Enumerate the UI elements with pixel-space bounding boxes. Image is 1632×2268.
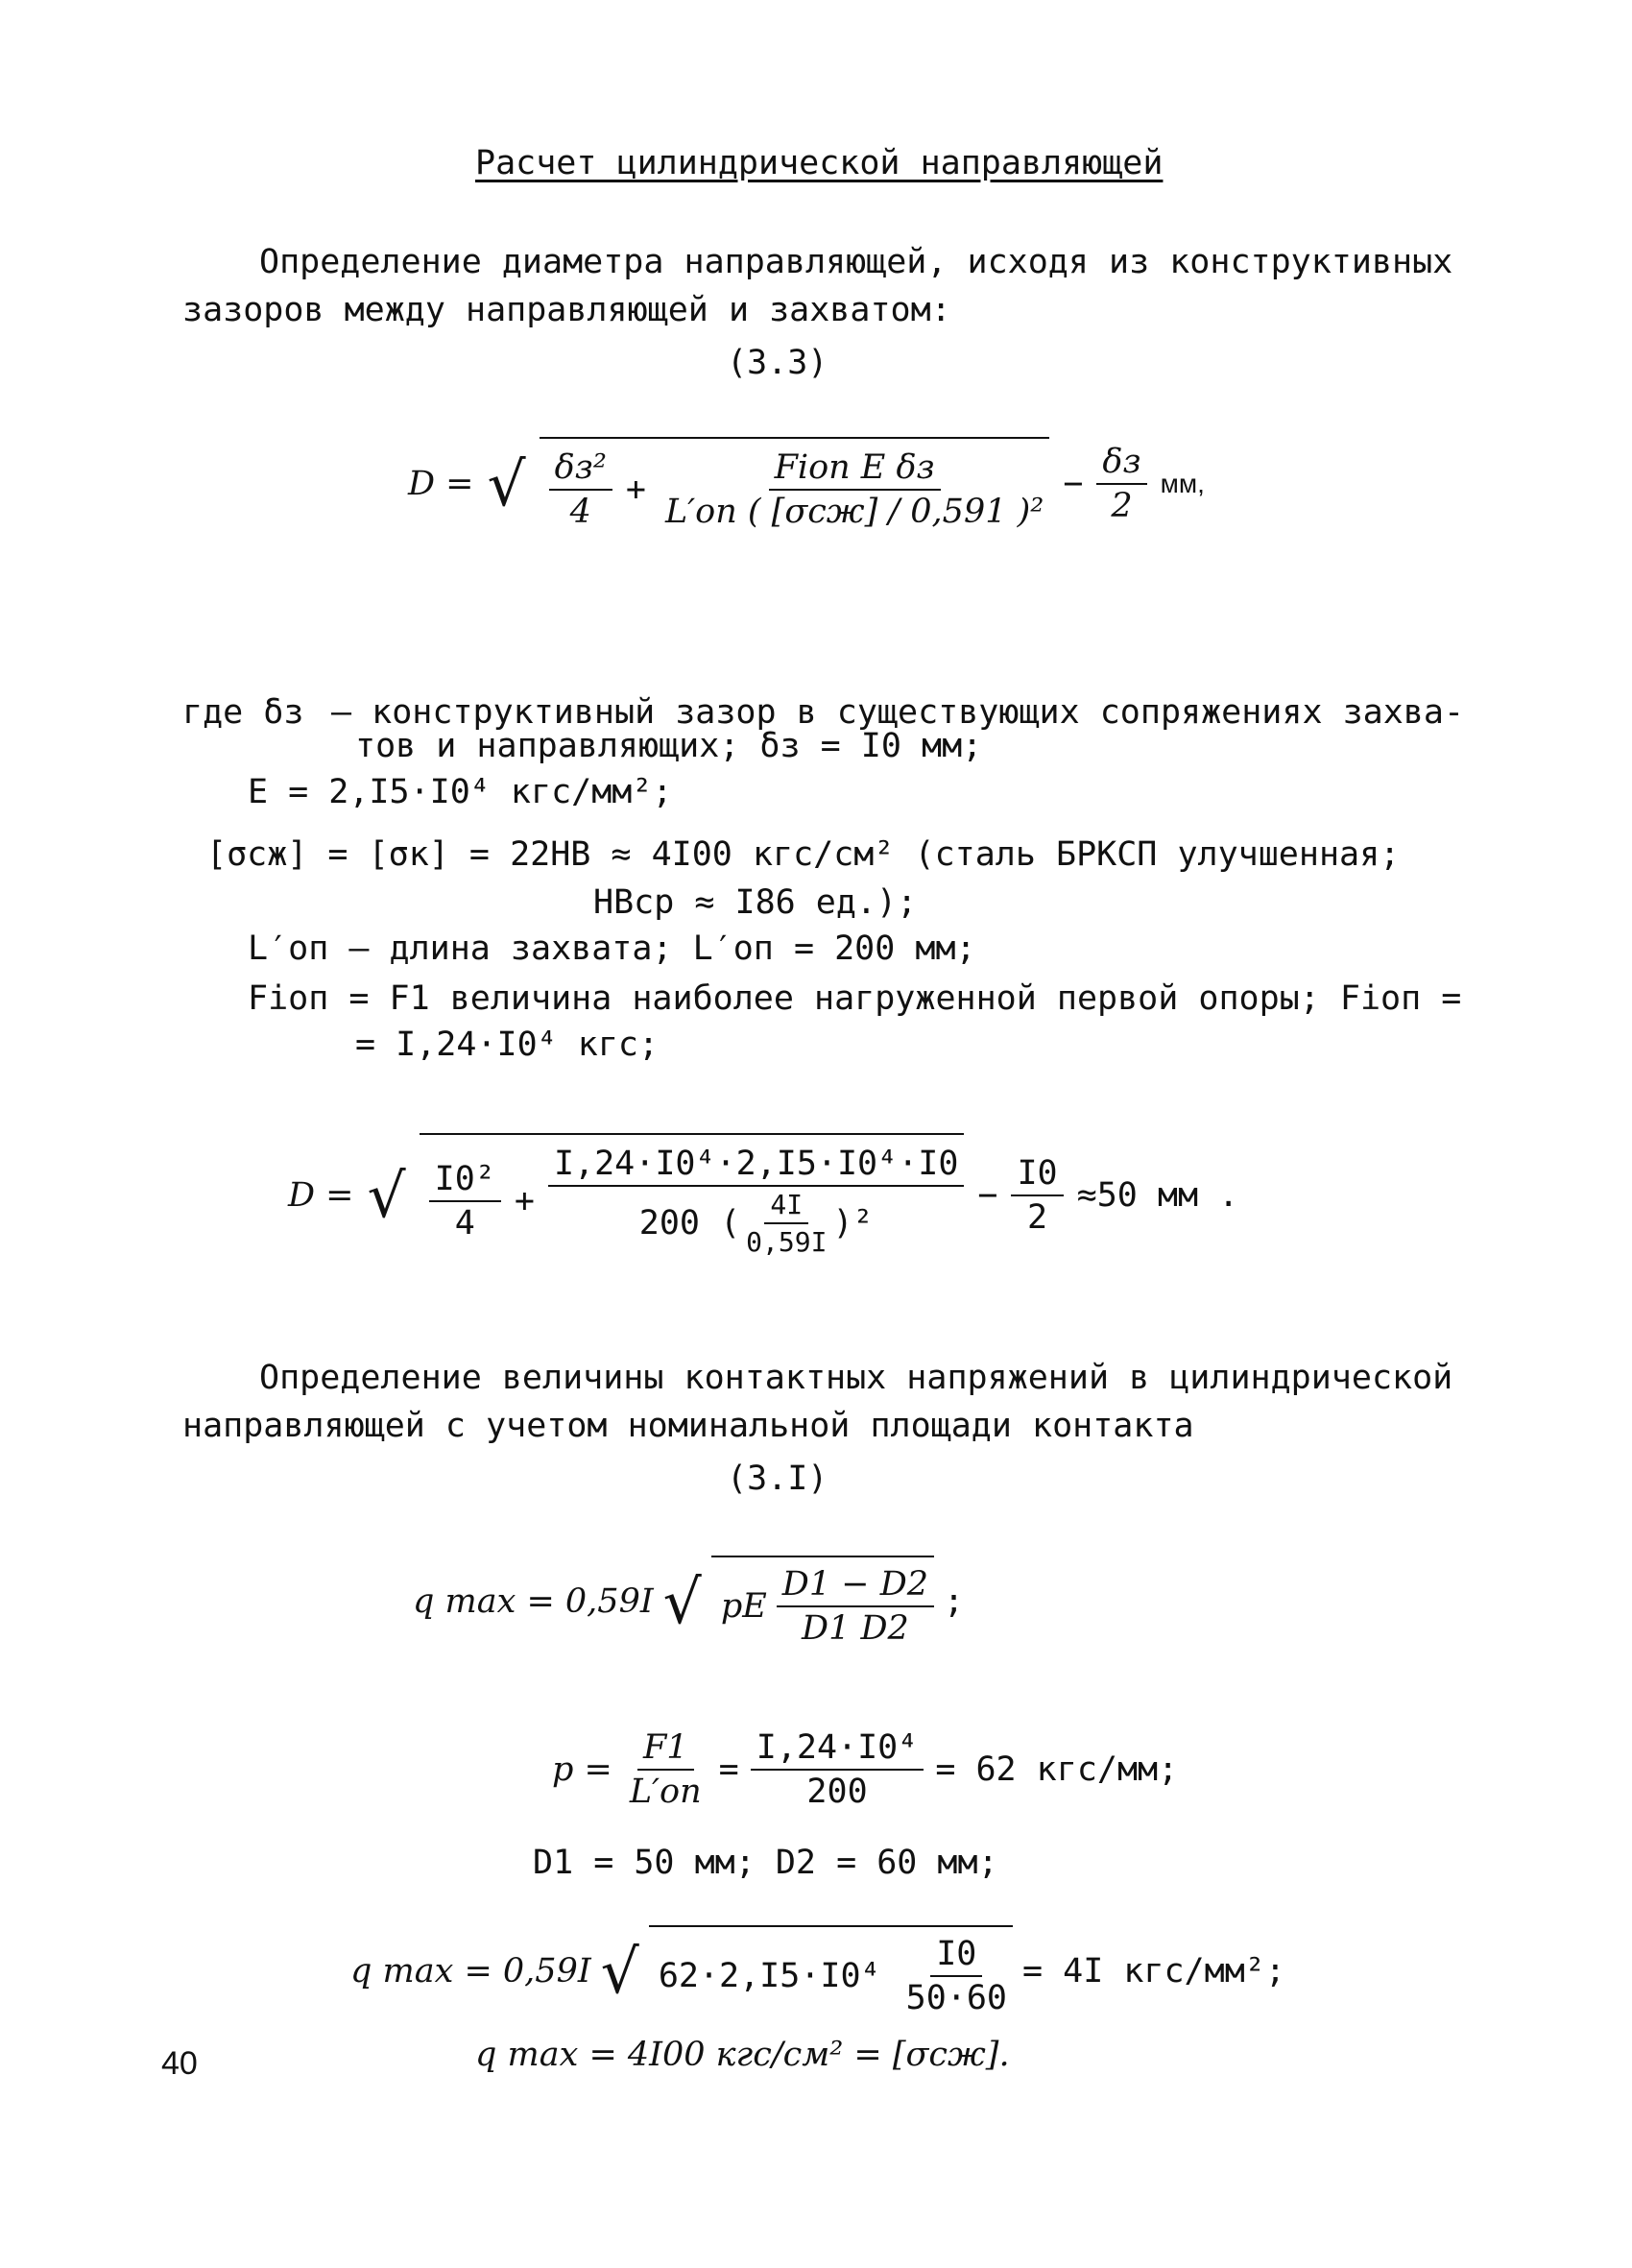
def-stress: [σсж] = [σк] = 22HB ≈ 4I00 кгс/см² (сталь БРКСП улучшенная; bbox=[206, 835, 1401, 874]
eq2-term2: I,24·I0⁴·2,I5·I0⁴·I0 200 ( $\frac{4I}{0,59I}$ )² bbox=[548, 1145, 964, 1258]
def-grip-length: L′оп – длина захвата; L′оп = 200 мм; bbox=[248, 929, 976, 968]
equation-number-3-3: (3.3) bbox=[727, 344, 828, 382]
radical-sign: √ bbox=[487, 448, 526, 519]
equation-contact-stress-numeric bbox=[350, 1925, 1285, 2017]
radical-sign: √ bbox=[600, 1936, 639, 2007]
eq6-lhs: q max = 0,59I bbox=[350, 1952, 591, 1991]
equation-diameter-formula bbox=[408, 437, 1205, 531]
def-modulus: E = 2,I5·I0⁴ кгс/мм²; bbox=[248, 773, 673, 811]
def-load: Fiоп = F1 величина наиболее нагруженной первой опоры; Fiоп = bbox=[248, 979, 1462, 1018]
eq3-radicand: pE $\frac{D1 - D2}{D1 D2}$ bbox=[711, 1556, 934, 1648]
def-gap-text: – конструктивный зазор в существующих сопряжениях захва- bbox=[331, 693, 1465, 732]
def-gap-symbol: где δз bbox=[182, 693, 304, 732]
eq2-minus: − bbox=[977, 1176, 998, 1215]
equation-diameter-numeric bbox=[288, 1133, 1238, 1258]
eq3-lhs: q max = 0,59I bbox=[413, 1582, 654, 1621]
eq1-lhs: D = bbox=[408, 465, 474, 503]
equation-number-3-1: (3.I) bbox=[727, 1460, 828, 1498]
eq2-term3: $\frac{I0}{2}$ bbox=[1011, 1154, 1063, 1237]
paragraph-2-line-2: направляющей с учетом номинальной площади контакта bbox=[182, 1407, 1194, 1445]
def-gap-text-2: тов и направляющих; δз = I0 мм; bbox=[355, 727, 983, 765]
def-hardness: HBср ≈ I86 ед.); bbox=[593, 883, 918, 922]
paragraph-1-line-2: зазоров между направляющей и захватом: bbox=[182, 291, 951, 329]
eq1-plus: + bbox=[625, 470, 646, 509]
equation-contact-stress bbox=[413, 1556, 964, 1648]
eq2-term1: $\frac{\text{I0²}}{4}$ bbox=[429, 1160, 501, 1243]
equation-diameters: D1 = 50 мм; D2 = 60 мм; bbox=[533, 1844, 998, 1882]
eq2-plus: + bbox=[514, 1182, 535, 1220]
eq2-result: ≈50 мм . bbox=[1076, 1176, 1239, 1215]
eq2-radicand bbox=[420, 1133, 965, 1258]
eq4-lhs: p = bbox=[552, 1750, 612, 1789]
equation-linear-load: p = $\frac{F1}{L'оп}$ = $\frac{\text{I,24·I0⁴}}{200}$ = 62 кгс/мм; bbox=[552, 1728, 1179, 1811]
eq1-term1: $\frac{\text{δз²}}{4}$ bbox=[549, 448, 612, 531]
eq1-unit: мм, bbox=[1160, 469, 1205, 498]
eq3-tail: ; bbox=[944, 1582, 965, 1621]
page-title: Расчет цилиндрической направляющей bbox=[475, 144, 1164, 182]
def-load-value: = I,24·I0⁴ кгс; bbox=[355, 1025, 660, 1064]
eq6-radicand: 62·2,I5·I0⁴ $\frac{I0}{50\cdot 60}$ bbox=[649, 1925, 1013, 2017]
radical-sign: √ bbox=[367, 1160, 406, 1231]
eq1-term2: $\frac{\text{Fiоп E δз}}{\text{L′оп ( [σсж] / 0,591 )²}}$ bbox=[664, 448, 1044, 531]
paragraph-2-line-1: Определение величины контактных напряжений в цилиндрической bbox=[259, 1359, 1453, 1397]
eq1-term3: $\frac{\delta з}{2}$ bbox=[1096, 443, 1146, 525]
eq1-radicand bbox=[540, 437, 1050, 531]
equation-final-stress: q max = 4I00 кгс/см² = [σсж]. bbox=[475, 2036, 1010, 2074]
radical-sign: √ bbox=[662, 1566, 702, 1637]
eq1-minus: − bbox=[1063, 465, 1084, 503]
eq4-result: = 62 кгс/мм; bbox=[935, 1750, 1179, 1789]
page-number: 40 bbox=[161, 2045, 198, 2082]
paragraph-1-line-1: Определение диаметра направляющей, исходя из конструктивных bbox=[259, 243, 1453, 281]
eq2-lhs: D = bbox=[288, 1176, 354, 1215]
eq6-result: = 4I кгс/мм²; bbox=[1021, 1952, 1285, 1991]
